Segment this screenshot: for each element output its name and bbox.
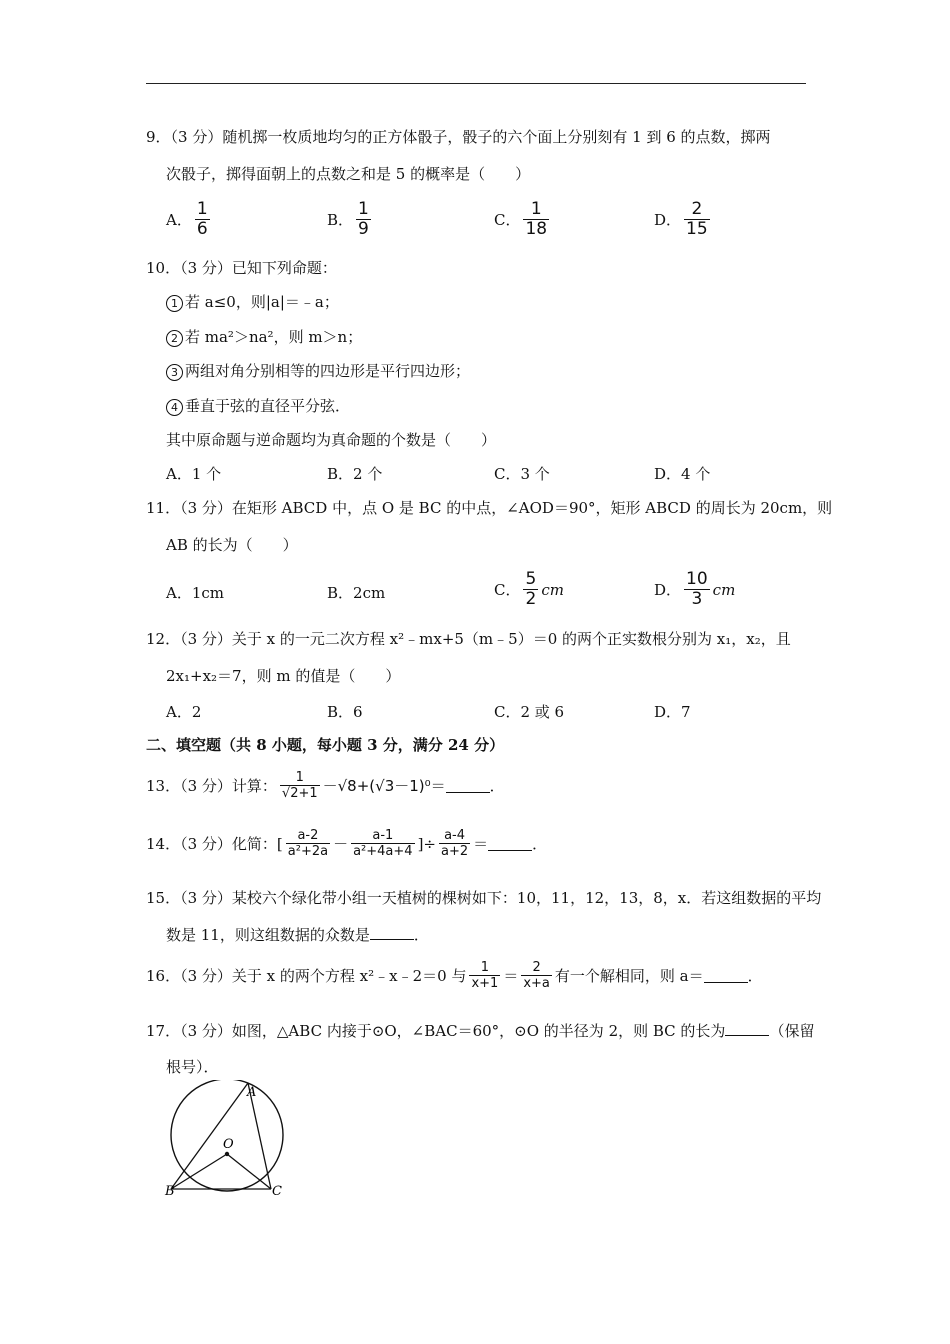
q11-option-d[interactable]: D． $\frac{10}{3}$ cm [654,569,736,609]
q17-line1: 17．（3 分）如图，△ABC 内接于⊙O，∠BAC＝60°，⊙O 的半径为 2，则 BC 的长为 （保留 [146,1022,815,1040]
fraction: $\frac{5}{2}$ [525,569,537,609]
q11-option-b[interactable]: B．2cm [327,584,386,602]
q12-option-b[interactable]: B．6 [327,703,363,721]
q9-line1: 9．（3 分）随机掷一枚质地均匀的正方体骰子，骰子的六个面上分别刻有 1 到 6 的点数，掷两 [146,128,771,146]
q10-proposition-4: 4 垂直于弦的直径平分弦． [166,396,350,416]
q9-option-d[interactable]: D． $\frac{2}{15}$ [654,199,708,239]
q15-line1: 15．（3 分）某校六个绿化带小组一天植树的棵树如下：10，11，12，13，8，x．若这组数据的平均 [146,889,822,907]
q11-line2: AB 的长为（ ） [166,536,298,554]
section-title: 二、填空题（共 8 小题，每小题 3 分，满分 24 分） [146,736,505,754]
q9-option-c[interactable]: C． $\frac{1}{18}$ [494,199,548,239]
fraction: $\frac{a-2}{\text{a²+2a}}$ [287,828,329,859]
q10-option-d[interactable]: D．4 个 [654,465,711,483]
q14-line: 14．（3 分）化简：[ $\frac{a-2}{\text{a²+2a}}$ － $\frac{a-1}{\text{a²+4a+4}}$ ]÷ $\frac{a-4}{a+2}$ ＝ ． [146,828,548,859]
answer-blank[interactable] [725,1021,769,1036]
fraction: $\frac{1}{√2+1}$ [281,770,318,801]
label-o: O [223,1137,234,1152]
label-b: B [165,1184,175,1199]
q12-option-a[interactable]: A．2 [166,703,202,721]
fraction: $\frac{2}{15}$ [686,199,708,239]
q12-option-c[interactable]: C．2 或 6 [494,703,565,721]
answer-blank[interactable] [488,836,532,851]
q10-option-c[interactable]: C．3 个 [494,465,550,483]
circle-figure [160,1080,300,1210]
answer-blank[interactable] [704,968,748,983]
q10-stem: 10．（3 分）已知下列命题： [146,259,337,277]
header-rule [146,83,806,84]
q10-proposition-2: 2 若 ma²＞na²，则 m＞n； [166,327,362,347]
q10-option-a[interactable]: A．1 个 [166,465,222,483]
fraction: $\frac{a-1}{\text{a²+4a+4}}$ [353,828,413,859]
q15-line2: 数是 11，则这组数据的众数是 ． [166,926,429,944]
q10-proposition-3: 3 两组对角分别相等的四边形是平行四边形； [166,361,470,381]
q12-line2: 2x₁+x₂＝7，则 m 的值是（ ） [166,667,401,685]
q10-option-b[interactable]: B．2 个 [327,465,383,483]
q10-question: 其中原命题与逆命题均为真命题的个数是（ ） [166,431,497,449]
fraction: $\frac{10}{3}$ [686,569,708,609]
segment-ab [171,1083,248,1189]
q11-line1: 11．（3 分）在矩形 ABCD 中，点 O 是 BC 的中点，∠AOD＝90°，矩形 ABCD 的周长为 20cm，则 [146,499,833,517]
q11-option-c[interactable]: C． $\frac{5}{2}$ cm [494,569,564,609]
answer-blank[interactable] [446,778,490,793]
fraction: $\frac{1}{6}$ [196,199,208,239]
q12-option-d[interactable]: D．7 [654,703,691,721]
fraction: $\frac{a-4}{a+2}$ [441,828,469,859]
q9-line2: 次骰子，掷得面朝上的点数之和是 5 的概率是（ ） [166,165,531,183]
q9-option-b[interactable]: B． $\frac{1}{9}$ [327,199,369,239]
fraction: $\frac{1}{18}$ [525,199,548,239]
q10-proposition-1: 1 若 a≤0，则|a|＝﹣a； [166,292,339,312]
q9-option-a[interactable]: A． $\frac{1}{6}$ [166,199,208,239]
q11-option-a[interactable]: A．1cm [166,584,225,602]
label-a: A [247,1085,257,1100]
center-point [225,1152,229,1156]
fraction: $\frac{1}{9}$ [358,199,369,239]
q13-line: 13．（3 分）计算： $\frac{1}{√2+1}$ －√8+(√3－1)⁰＝ ． [146,770,505,801]
answer-blank[interactable] [370,925,414,940]
label-c: C [272,1184,282,1199]
q12-line1: 12．（3 分）关于 x 的一元二次方程 x²﹣mx+5（m﹣5）＝0 的两个正实数根分别为 x₁，x₂，且 [146,630,791,648]
fraction: $\frac{2}{x+a}$ [523,960,550,991]
q16-line: 16．（3 分）关于 x 的两个方程 x²﹣x﹣2＝0 与 $\frac{1}{x+1}$ ＝ $\frac{2}{x+a}$ 有一个解相同，则 a＝ ． [146,960,763,991]
circle-o [171,1080,283,1191]
q17-line2: 根号）． [166,1058,219,1076]
fraction: $\frac{1}{x+1}$ [471,960,499,991]
